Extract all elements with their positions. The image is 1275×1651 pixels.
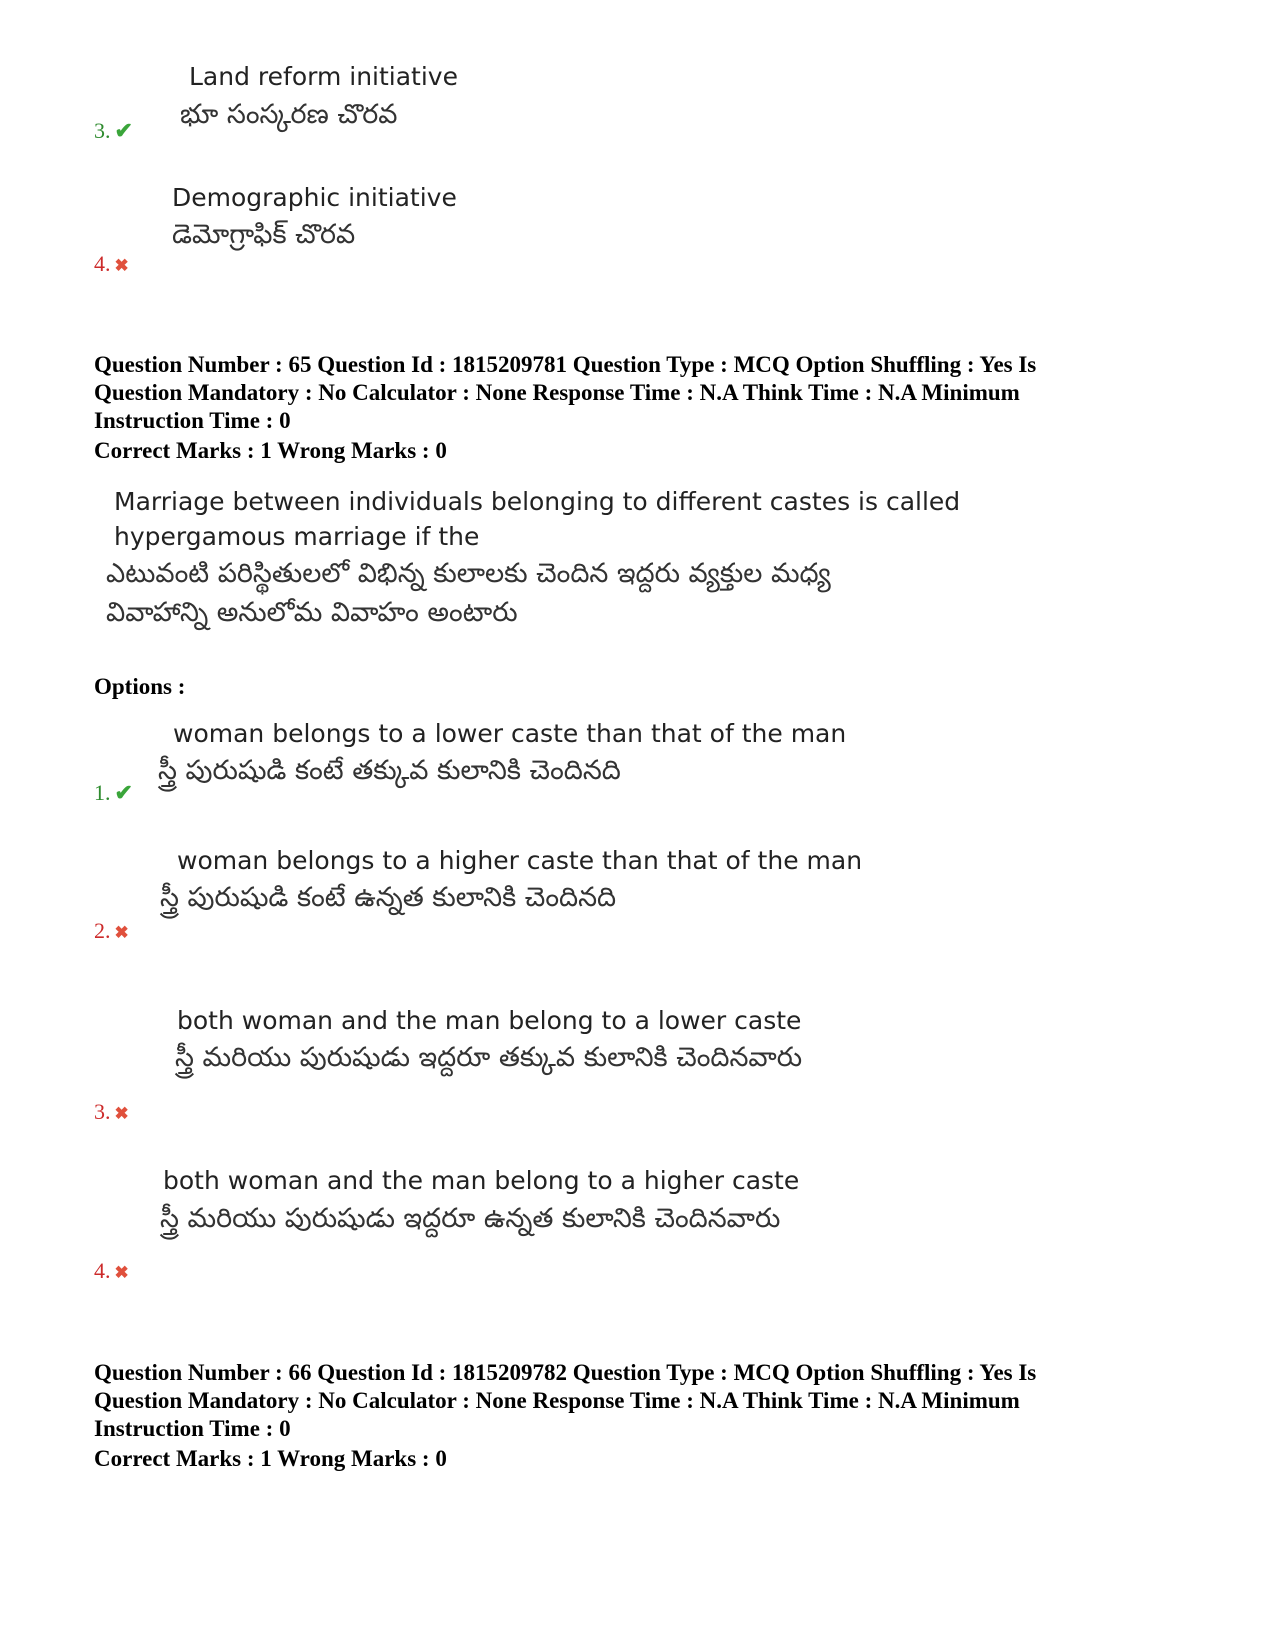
option-number: 4. bbox=[94, 1258, 111, 1283]
option-number: 4. bbox=[94, 251, 111, 276]
question-65-meta bbox=[94, 351, 1214, 435]
option-3-english: both woman and the man belong to a lower caste bbox=[177, 1006, 802, 1035]
option-1-telugu: స్త్రీ పురుషుడి కంటే తక్కువ కులానికి చెందినది bbox=[158, 755, 621, 786]
meta-line: Question Number : 66 Question Id : 1815209782 Question Type : MCQ Option Shuffling : Yes Is bbox=[94, 1360, 1037, 1385]
check-icon: ✔ bbox=[114, 118, 133, 143]
options-label: Options : bbox=[94, 674, 186, 699]
cross-icon: ✖ bbox=[114, 1104, 129, 1123]
cross-icon: ✖ bbox=[114, 256, 129, 275]
option-number: 3. bbox=[94, 1099, 111, 1124]
option-3-marker bbox=[94, 1099, 129, 1125]
meta-line: Question Mandatory : No Calculator : None Response Time : N.A Think Time : N.A Minimum bbox=[94, 1388, 1020, 1413]
option-1-marker bbox=[94, 780, 133, 806]
option-number: 2. bbox=[94, 918, 111, 943]
meta-line: Question Mandatory : No Calculator : None Response Time : N.A Think Time : N.A Minimum bbox=[94, 380, 1020, 405]
prev-option-3-english: Land reform initiative bbox=[189, 62, 458, 91]
question-65-text-te-1: ఎటువంటి పరిస్థితులలో విభిన్న కులాలకు చెందిన ఇద్దరు వ్యక్తుల మధ్య bbox=[106, 558, 831, 589]
meta-line: Question Number : 65 Question Id : 1815209781 Question Type : MCQ Option Shuffling : Yes Is bbox=[94, 352, 1037, 377]
prev-option-4-marker bbox=[94, 251, 129, 277]
option-number: 3. bbox=[94, 118, 111, 143]
option-number: 1. bbox=[94, 780, 111, 805]
prev-option-4-telugu: డెమోగ్రాఫిక్ చొరవ bbox=[172, 219, 356, 250]
question-66-meta bbox=[94, 1359, 1214, 1443]
prev-option-3-telugu: భూ సంస్కరణ చొరవ bbox=[180, 99, 398, 130]
option-4-english: both woman and the man belong to a higher caste bbox=[163, 1166, 800, 1195]
option-1-english: woman belongs to a lower caste than that of the man bbox=[173, 719, 847, 748]
cross-icon: ✖ bbox=[114, 1263, 129, 1282]
meta-line: Instruction Time : 0 bbox=[94, 1416, 291, 1441]
option-4-telugu: స్త్రీ మరియు పురుషుడు ఇద్దరూ ఉన్నత కులానికి చెందినవారు bbox=[160, 1203, 781, 1234]
cross-icon: ✖ bbox=[114, 923, 129, 942]
prev-option-3-marker bbox=[94, 118, 133, 144]
option-2-english: woman belongs to a higher caste than that of the man bbox=[177, 846, 863, 875]
option-2-telugu: స్త్రీ పురుషుడి కంటే ఉన్నత కులానికి చెందినది bbox=[160, 882, 617, 913]
option-3-telugu: స్త్రీ మరియు పురుషుడు ఇద్దరూ తక్కువ కులానికి చెందినవారు bbox=[175, 1042, 803, 1073]
check-icon: ✔ bbox=[114, 780, 133, 805]
question-65-marks: Correct Marks : 1 Wrong Marks : 0 bbox=[94, 438, 447, 463]
question-65-text-en-1: Marriage between individuals belonging to different castes is called bbox=[114, 487, 961, 516]
option-4-marker bbox=[94, 1258, 129, 1284]
question-65-text-te-2: వివాహాన్ని అనులోమ వివాహం అంటారు bbox=[106, 597, 518, 628]
meta-line: Instruction Time : 0 bbox=[94, 408, 291, 433]
option-2-marker bbox=[94, 918, 129, 944]
question-66-marks: Correct Marks : 1 Wrong Marks : 0 bbox=[94, 1446, 447, 1471]
prev-option-4-english: Demographic initiative bbox=[172, 183, 457, 212]
question-65-text-en-2: hypergamous marriage if the bbox=[114, 522, 480, 551]
